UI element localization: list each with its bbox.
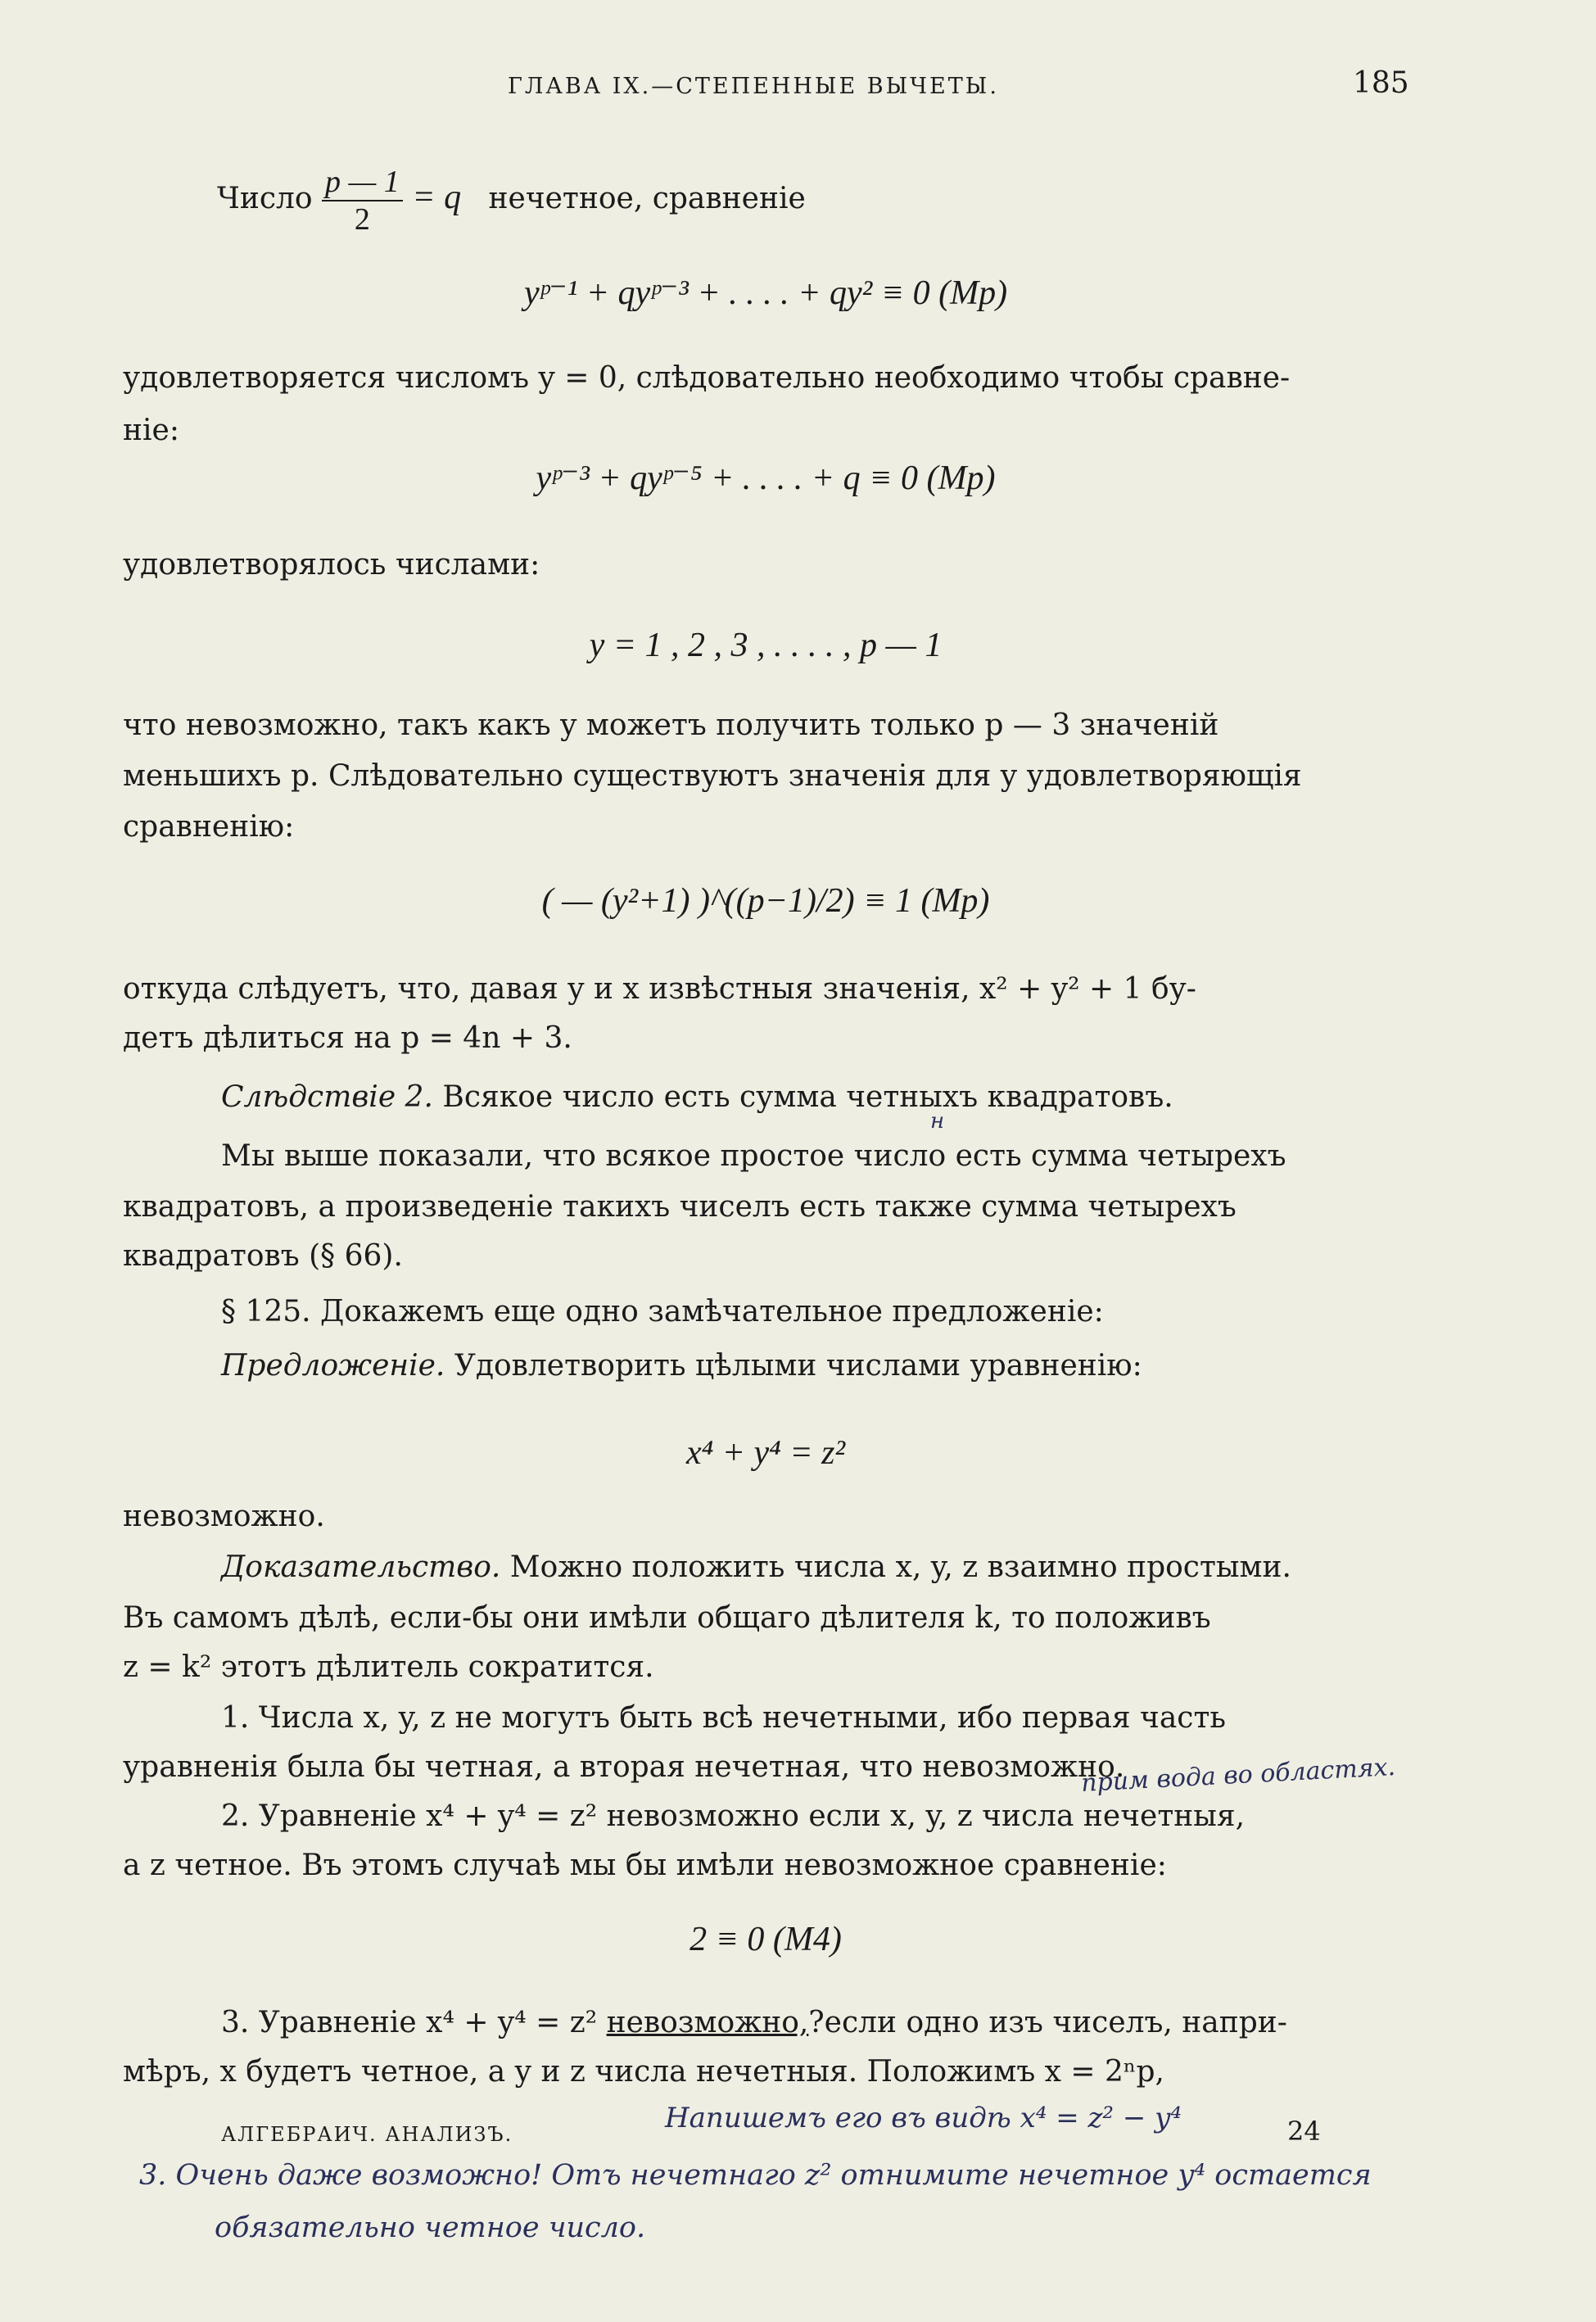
proposition-text: Удовлетворить цѣлыми числами уравненію: — [454, 1349, 1142, 1383]
equals-q: = q — [412, 179, 462, 216]
para-5-line-2: квадратовъ, а произведеніе такихъ чиселъ есть также сумма четырехъ — [123, 1190, 1237, 1224]
proposition — [221, 1348, 1142, 1384]
intro-word: Число — [217, 182, 313, 215]
signature-mark: АЛГЕБРАИЧ. АНАЛИЗЪ. — [221, 2123, 513, 2146]
corollary-text: Всякое число есть сумма четныхъ квадратовъ. — [442, 1080, 1173, 1114]
item-1-line-1: 1. Числа x, y, z не могутъ быть всѣ нечетными, ибо первая часть — [221, 1701, 1226, 1735]
para-6: невозможно. — [123, 1500, 325, 1533]
para-3-line-3: сравненію: — [123, 810, 295, 844]
para-4-line-1: откуда слѣдуетъ, что, давая y и x извѣстныя значенія, x² + y² + 1 бу- — [123, 972, 1196, 1006]
equation-2: yᵖ⁻³ + qyᵖ⁻⁵ + . . . . + q ≡ 0 (Mp) — [536, 459, 996, 497]
item-2-line-1: 2. Уравненіе x⁴ + y⁴ = z² невозможно если x, y, z числа нечетныя, — [221, 1799, 1246, 1833]
item-3-underlined: невозможно, — [606, 2006, 809, 2039]
item-2-line-2: а z четное. Въ этомъ случаѣ мы бы имѣли невозможное сравненіе: — [123, 1849, 1167, 1882]
handwritten-note-footer: Напишемъ его въ видѣ x⁴ = z² − y⁴ — [665, 2102, 1182, 2134]
item-3-text-b: ?если одно изъ чиселъ, напри- — [808, 2006, 1287, 2039]
para-5-line-3: квадратовъ (§ 66). — [123, 1239, 403, 1273]
para-3-line-1: что невозможно, такъ какъ y можетъ получить только p — 3 значеній — [123, 708, 1219, 742]
sheet-number: 24 — [1287, 2116, 1321, 2147]
item-3-text-a: 3. Уравненіе x⁴ + y⁴ = z² — [221, 2006, 598, 2039]
running-head: ГЛАВА IX.—СТЕПЕННЫЕ ВЫЧЕТЫ. — [508, 74, 999, 99]
para-3-line-2: меньшихъ p. Слѣдовательно существуютъ значенія для y удовлетворяющія — [123, 759, 1302, 793]
handwritten-mark-above-chetnykh: н — [930, 1109, 945, 1134]
item-3-line-1 — [221, 2005, 1287, 2041]
intro-text: нечетное, сравненіе — [488, 182, 806, 215]
line-intro — [217, 164, 806, 238]
proposition-label: Предложеніе. — [221, 1349, 445, 1383]
page-number: 185 — [1353, 66, 1409, 100]
section-125: § 125. Докажемъ еще одно замѣчательное предложеніе: — [221, 1295, 1104, 1328]
fraction-numerator: p — 1 — [322, 164, 403, 201]
item-1-line-2: уравненія была бы четная, а вторая нечетная, что невозможно. — [123, 1750, 1125, 1784]
proof-start — [221, 1550, 1291, 1586]
handwritten-note-bottom-line-2: обязательно четное число. — [215, 2211, 646, 2244]
equation-1: yᵖ⁻¹ + qyᵖ⁻³ + . . . . + qy² ≡ 0 (Mp) — [523, 274, 1008, 312]
equation-3: y = 1 , 2 , 3 , . . . . , p — 1 — [589, 627, 943, 664]
para-4-line-2: детъ дѣлиться на p = 4n + 3. — [123, 1021, 572, 1055]
proof-label: Доказательство. — [221, 1550, 501, 1584]
handwritten-note-bottom-line-1: 3. Очень даже возможно! Отъ нечетнаго z² отнимите нечетное y⁴ остается — [139, 2159, 1372, 2192]
text: удовлетворяется числомъ y = 0, слѣдовательно необходимо чтобы сравне- — [123, 361, 1291, 395]
equation-5: x⁴ + y⁴ = z² — [685, 1434, 846, 1472]
para-7-line-1: Въ самомъ дѣлѣ, если-бы они имѣли общаго дѣлителя k, то положивъ — [123, 1601, 1211, 1635]
corollary-2 — [221, 1080, 1173, 1116]
corollary-label: Слѣдствіе 2. — [221, 1080, 433, 1114]
equation-6: 2 ≡ 0 (M4) — [689, 1921, 842, 1958]
para-2: удовлетворялось числами: — [123, 548, 540, 582]
proof-text: Можно положить числа x, y, z взаимно простыми. — [509, 1550, 1291, 1584]
para-5-line-1: Мы выше показали, что всякое простое число есть сумма четырехъ — [221, 1139, 1286, 1173]
equation-4: ( — (y²+1) )^((p−1)/2) ≡ 1 (Mp) — [541, 882, 990, 920]
para-1-line-1 — [123, 360, 1408, 396]
handwritten-note-item-1: прим вода во областях. — [1080, 1752, 1396, 1799]
item-3-line-2: мѣръ, x будетъ четное, а y и z числа нечетныя. Положимъ x = 2ⁿp, — [123, 2055, 1164, 2089]
fraction-denominator: 2 — [354, 202, 370, 237]
para-1-line-2: ніе: — [123, 414, 179, 447]
fraction-p-minus-1-over-2 — [322, 164, 403, 238]
para-7-line-2: z = k² этотъ дѣлитель сократится. — [123, 1650, 654, 1684]
